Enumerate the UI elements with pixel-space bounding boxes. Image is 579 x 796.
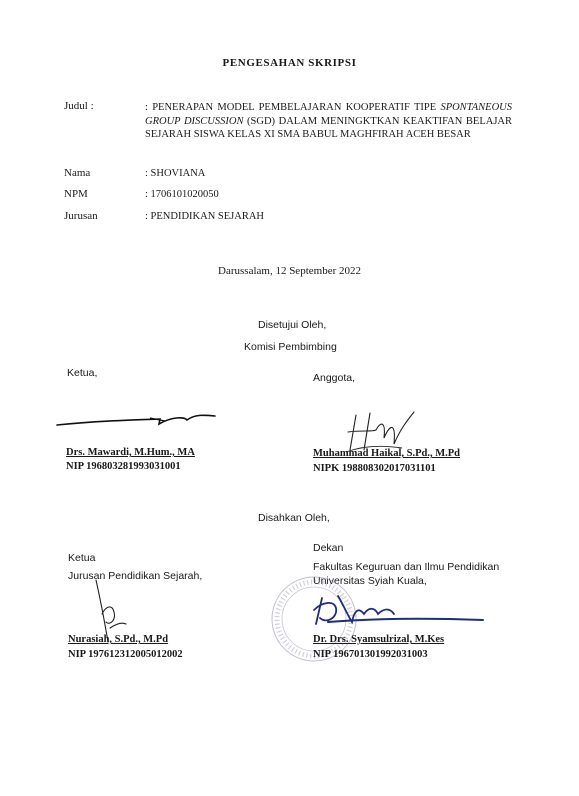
dean-title: Dekan — [313, 542, 344, 554]
approval-heading: Disetujui Oleh, — [258, 319, 327, 331]
dean-nip: NIP 196701301992031003 — [313, 649, 428, 660]
judul-suffix: (SGD) DALAM MENINGKTKAN KEAKTIFAN BELAJAR SEJARAH SISWA KELAS XI SMA BABUL MAGHFIRAH ACEH BESAR — [145, 115, 512, 140]
npm-label: NPM — [64, 188, 88, 200]
anggota-nip: NIPK 198808302017031101 — [313, 463, 436, 474]
ketua-name: Drs. Mawardi, M.Hum., MA — [66, 447, 195, 458]
faculty-name: Fakultas Keguruan dan Ilmu Pendidikan — [313, 561, 500, 573]
dean-name: Dr. Drs. Syamsulrizal, M.Kes — [313, 634, 445, 645]
commission-heading: Komisi Pembimbing — [244, 341, 337, 353]
judul-value — [145, 101, 512, 142]
ketua-signature — [55, 408, 225, 436]
department-name: Jurusan Pendidikan Sejarah, — [68, 570, 203, 582]
page-title: PENGESAHAN SKRIPSI — [222, 57, 357, 69]
ketua-label: Ketua, — [67, 367, 98, 379]
jurusan-value: : PENDIDIKAN SEJARAH — [145, 211, 265, 222]
dean-signature — [308, 592, 488, 632]
npm-value: : 1706101020050 — [145, 189, 219, 200]
anggota-label: Anggota, — [313, 372, 356, 384]
judul-label: Judul : — [64, 100, 94, 112]
nama-label: Nama — [64, 167, 91, 179]
judul-italic: SPONTANEOUS GROUP DISCUSSION — [145, 102, 512, 127]
university-name: Universitas Syiah Kuala, — [313, 575, 427, 587]
date-line: Darussalam, 12 September 2022 — [218, 265, 361, 277]
head-title: Ketua — [68, 552, 96, 564]
department-head-nip: NIP 197612312005012002 — [68, 649, 183, 660]
anggota-name: Muhammad Haikal, S.Pd., M.Pd — [313, 448, 461, 459]
department-head-name: Nurasiah, S.Pd., M.Pd — [68, 634, 169, 645]
jurusan-label: Jurusan — [64, 210, 98, 222]
judul-prefix: : PENERAPAN MODEL PEMBELAJARAN KOOPERATIF TIPE — [145, 102, 441, 113]
ketua-nip: NIP 196803281993031001 — [66, 461, 181, 472]
ratification-heading: Disahkan Oleh, — [258, 512, 330, 524]
nama-value: : SHOVIANA — [145, 168, 206, 179]
